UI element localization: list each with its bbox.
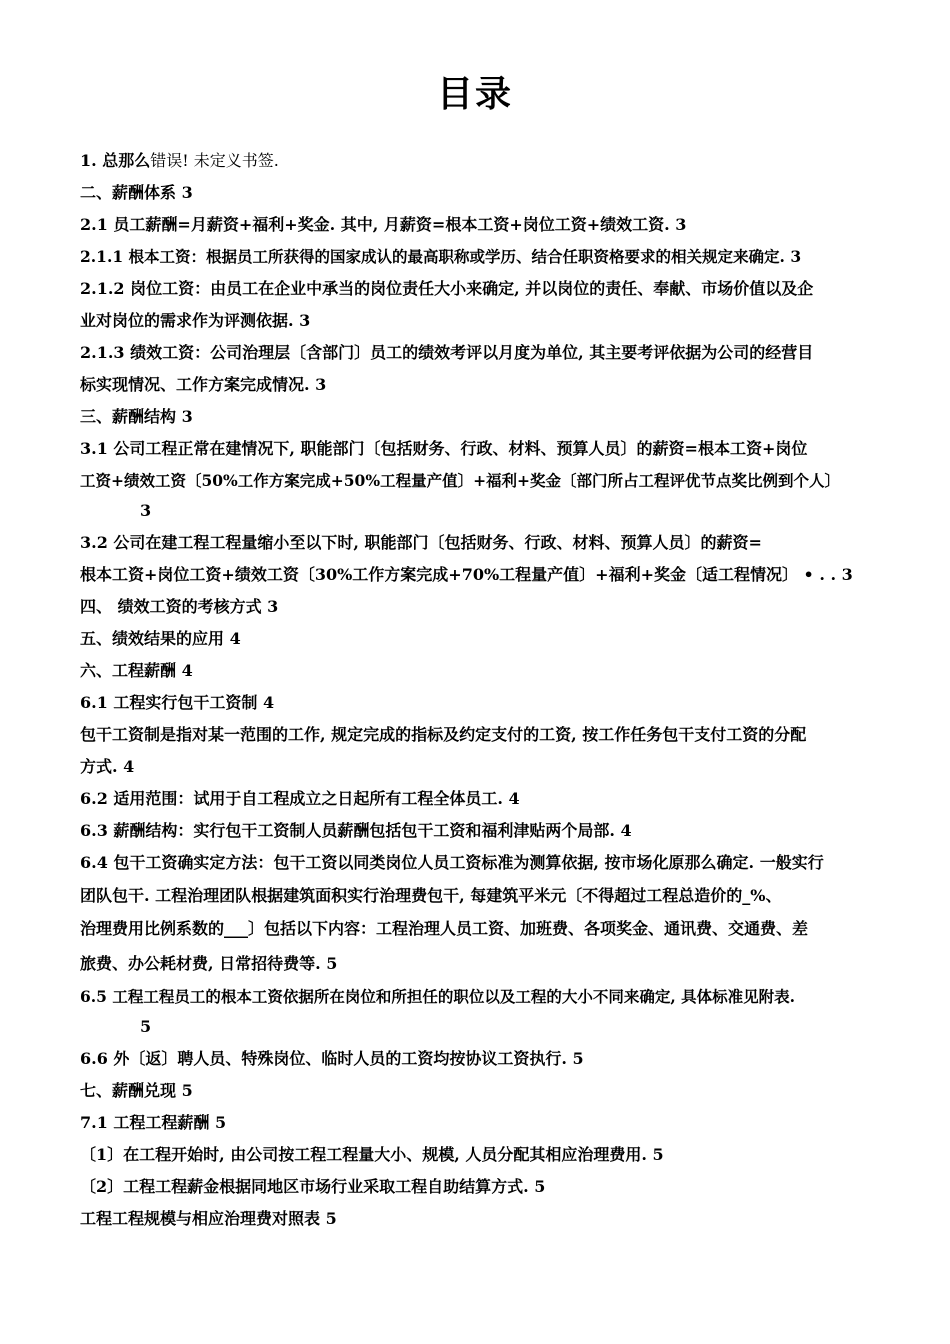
toc-entry-continued[interactable]: 治理费用比例系数的___〕包括以下内容：工程治理人员工资、加班费、各项奖金、通讯费、交通费、差 (80, 919, 809, 938)
toc-entry[interactable]: 五、绩效结果的应用 4 (80, 629, 241, 648)
toc-page-number[interactable]: 3 (140, 501, 152, 520)
toc-entry[interactable]: 6.6 外〔返〕聘人员、特殊岗位、临时人员的工资均按协议工资执行. 5 (80, 1049, 584, 1068)
toc-entry[interactable]: 6.4 包干工资确实定方法：包干工资以同类岗位人员工资标准为测算依据, 按市场化原那么确定. 一般实行 (80, 853, 824, 872)
toc-entry-continued[interactable]: 方式. 4 (80, 757, 135, 776)
toc-error-text: 错误! 未定义书签. (150, 151, 279, 170)
toc-entry-continued[interactable]: 标实现情况、工作方案完成情况. 3 (80, 375, 327, 394)
toc-entry[interactable]: 包干工资制是指对某一范围的工作, 规定完成的指标及约定支付的工资, 按工作任务包干支付工资的分配 (80, 725, 807, 744)
toc-entry[interactable]: 〔2〕工程工程薪金根据同地区市场行业采取工程自助结算方式. 5 (80, 1177, 546, 1196)
toc-entry[interactable]: 2.1.2 岗位工资：由员工在企业中承当的岗位责任大小来确定, 并以岗位的责任、奉献、市场价值以及企 (80, 279, 814, 298)
toc-page-number[interactable]: 5 (140, 1017, 152, 1036)
toc-entry[interactable]: 6.5 工程工程员工的根本工资依据所在岗位和所担任的职位以及工程的大小不同来确定, 具体标准见附表. (80, 987, 796, 1006)
toc-entry[interactable]: 〔1〕在工程开始时, 由公司按工程工程量大小、规模, 人员分配其相应治理费用. 5 (80, 1145, 664, 1164)
toc-entry-continued[interactable]: 工资+绩效工资〔50%工作方案完成+50%工程量产值〕+福利+奖金〔部门所占工程评优节点奖比例到个人〕 (80, 471, 841, 490)
page-title: 目录 (436, 74, 513, 115)
toc-entry[interactable]: 六、工程薪酬 4 (80, 661, 193, 680)
toc-entry[interactable]: 三、薪酬结构 3 (80, 407, 193, 426)
toc-entry[interactable]: 四、 绩效工资的考核方式 3 (80, 597, 279, 616)
toc-entry[interactable]: 2.1.3 绩效工资：公司治理层〔含部门〕员工的绩效考评以月度为单位, 其主要考评依据为公司的经营目 (80, 343, 814, 362)
toc-entry[interactable]: 2.1 员工薪酬=月薪资+福利+奖金. 其中, 月薪资=根本工资+岗位工资+绩效工资. 3 (80, 215, 687, 234)
toc-entry-continued[interactable]: 团队包干. 工程治理团队根据建筑面积实行治理费包干, 每建筑平米元〔不得超过工程总造价的_%、 (80, 886, 782, 905)
toc-entry[interactable]: 3.2 公司在建工程工程量缩小至以下时, 职能部门〔包括财务、行政、材料、预算人员〕的薪资= (80, 533, 762, 552)
toc-entry[interactable]: 6.2 适用范围：试用于自工程成立之日起所有工程全体员工. 4 (80, 789, 520, 808)
toc-entry[interactable]: 7.1 工程工程薪酬 5 (80, 1113, 227, 1132)
toc-entry-continued[interactable]: 根本工资+岗位工资+绩效工资〔30%工作方案完成+70%工程量产值〕+福利+奖金〔适工程情况〕 • . . 3 (80, 565, 853, 584)
toc-entry[interactable]: 七、薪酬兑现 5 (80, 1081, 193, 1100)
toc-entry[interactable]: 二、薪酬体系 3 (80, 183, 193, 202)
toc-entry[interactable]: 2.1.1 根本工资：根据员工所获得的国家成认的最高职称或学历、结合任职资格要求的相关规定来确定. 3 (80, 247, 802, 266)
toc-entry-text: 1. 总那么 (80, 151, 151, 170)
toc-entry[interactable]: 工程工程规模与相应治理费对照表 5 (80, 1209, 337, 1228)
toc-entry[interactable]: 3.1 公司工程正常在建情况下, 职能部门〔包括财务、行政、材料、预算人员〕的薪资=根本工资+岗位 (80, 439, 808, 458)
toc-entry[interactable]: 6.1 工程实行包干工资制 4 (80, 693, 275, 712)
toc-entry[interactable]: 6.3 薪酬结构：实行包干工资制人员薪酬包括包干工资和福利津贴两个局部. 4 (80, 821, 632, 840)
toc-entry[interactable] (80, 151, 279, 171)
toc-entry-continued[interactable]: 旅费、办公耗材费, 日常招待费等. 5 (80, 954, 338, 973)
toc-entry-continued[interactable]: 业对岗位的需求作为评测依据. 3 (80, 311, 311, 330)
